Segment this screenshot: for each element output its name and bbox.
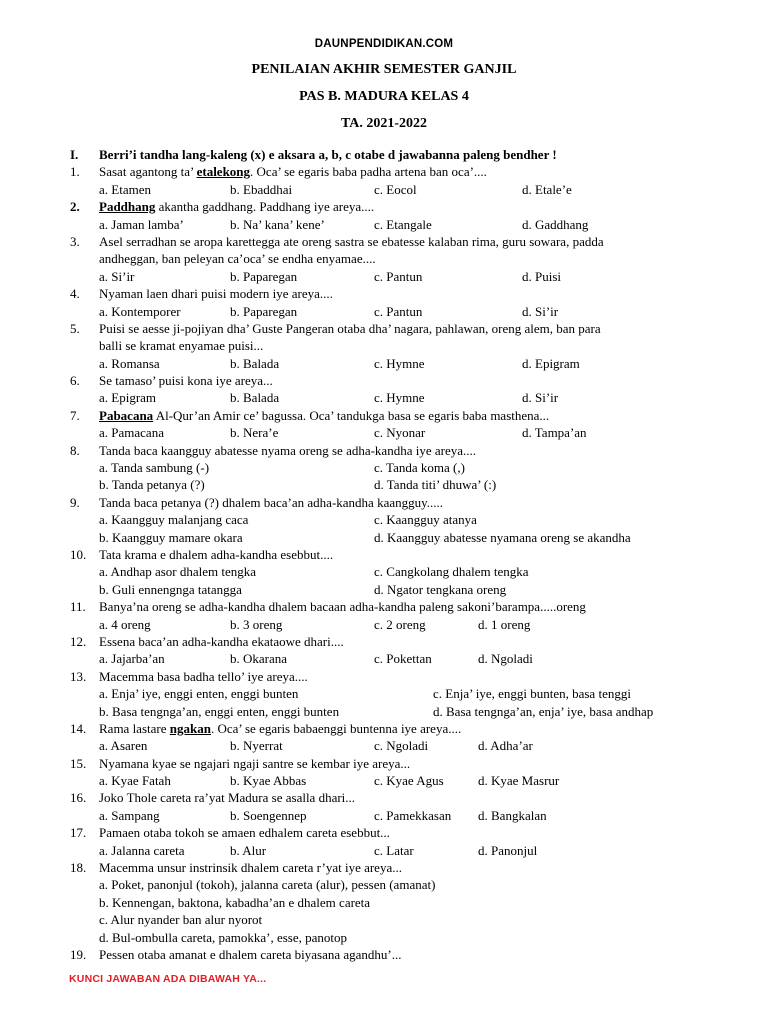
option-a[interactable]: a. Jalanna careta: [99, 842, 185, 858]
question-text-part: akantha gaddhang. Paddhang iye areya....: [155, 199, 375, 215]
question-text-part: Sasat agantong ta’: [99, 164, 197, 180]
options-row: [70, 476, 760, 493]
question-text: Banya’na oreng se adha-kandha dhalem bacaan adha-kandha paleng sakoni’barampa.....oreng: [99, 599, 586, 615]
question-text: [99, 407, 549, 424]
option-b[interactable]: b. Kaangguy mamare okara: [99, 529, 243, 545]
question-17: [70, 824, 760, 841]
question-text: Nyamana kyae se ngajari ngaji santre se kembar iye areya...: [99, 755, 411, 771]
options-row: [70, 911, 760, 928]
option-a[interactable]: a. Etamen: [99, 181, 151, 197]
option-b[interactable]: b. Nyerrat: [230, 738, 283, 754]
question-12: [70, 633, 760, 650]
question-number: 12.: [70, 633, 87, 649]
option-d[interactable]: d. Panonjul: [478, 842, 538, 858]
options-row: [70, 737, 760, 754]
option-a[interactable]: a. Kontemporer: [99, 303, 181, 319]
exam-year: TA. 2021-2022: [340, 116, 428, 131]
question-number: 19.: [70, 946, 87, 962]
option-b[interactable]: b. Kyae Abbas: [230, 773, 307, 789]
question-19: [70, 946, 760, 963]
question-text: [99, 163, 487, 180]
question-14: [70, 720, 760, 737]
option-c[interactable]: c. Kyae Agus: [374, 773, 444, 789]
question-3-continued: [70, 250, 760, 267]
question-7: [70, 407, 760, 424]
option-a[interactable]: a. Andhap asor dhalem tengka: [99, 564, 257, 580]
option-d[interactable]: d. Bangkalan: [478, 807, 547, 823]
site-watermark: DAUNPENDIDIKAN.COM: [314, 38, 454, 50]
option-a[interactable]: a. Tanda sambung (-): [99, 460, 210, 476]
option-b[interactable]: b. Alur: [230, 842, 267, 858]
question-text: Tanda baca kaangguy abatesse nyama oreng se adha-kandha iye areya....: [99, 442, 476, 458]
option-a[interactable]: a. Jajarba’an: [99, 651, 165, 667]
question-list: [70, 146, 760, 963]
option-c[interactable]: c. Cangkolang dhalem tengka: [374, 564, 529, 580]
options-row: [70, 303, 760, 320]
question-text-part: Al-Qur’an Amir ce’ bagussa. Oca’ tandukga basa se egaris baba masthena...: [153, 407, 550, 423]
option-c[interactable]: c. 2 oreng: [374, 616, 426, 632]
option-d[interactable]: d. Si’ir: [522, 303, 559, 319]
question-text: andheggan, ban peleyan ca’oca’ se endha enyamae....: [99, 251, 376, 267]
question-number: 17.: [70, 825, 87, 841]
question-number: 10.: [70, 546, 87, 562]
question-18: [70, 859, 760, 876]
question-text: Joko Thole careta ra’yat Madura se asalla dhari...: [99, 790, 356, 806]
question-3: [70, 233, 760, 250]
question-number: 14.: [70, 720, 87, 736]
question-text: Puisi se aesse ji-pojiyan dha’ Guste Pangeran otaba dha’ nagara, pahlawan, oreng alem, ban para: [99, 320, 601, 336]
question-text: Nyaman laen dhari puisi modern iye areya....: [99, 286, 333, 302]
option-b[interactable]: b. Kennengan, baktona, kabadha’an e dhalem careta: [99, 894, 371, 910]
question-text: Tata krama e dhalem adha-kandha esebbut....: [99, 546, 334, 562]
option-a[interactable]: a. Asaren: [99, 738, 148, 754]
option-a[interactable]: a. Epigram: [99, 390, 157, 406]
option-c[interactable]: c. Eocol: [374, 181, 417, 197]
question-number: 18.: [70, 860, 87, 876]
option-c[interactable]: c. Hymne: [374, 355, 425, 371]
option-c[interactable]: c. Kaangguy atanya: [374, 512, 477, 528]
option-b[interactable]: b. 3 oreng: [230, 616, 283, 632]
question-text: Essena baca’an adha-kandha ekataowe dhari....: [99, 633, 344, 649]
option-c[interactable]: c. Pantun: [374, 303, 423, 319]
question-number: 1.: [70, 164, 80, 180]
option-d[interactable]: d. Ngoladi: [478, 651, 533, 667]
question-10: [70, 546, 760, 563]
underlined-word: Pabacana: [99, 407, 154, 423]
option-c[interactable]: c. Enja’ iye, enggi bunten, basa tenggi: [433, 686, 631, 702]
option-c[interactable]: c. Etangale: [374, 216, 432, 232]
option-c[interactable]: c. Pamekkasan: [374, 807, 452, 823]
option-c[interactable]: c. Latar: [374, 842, 414, 858]
question-13: [70, 668, 760, 685]
question-number: 9.: [70, 494, 80, 510]
option-b[interactable]: b. Soengennep: [230, 807, 307, 823]
option-c[interactable]: c. Nyonar: [374, 425, 426, 441]
options-row: [70, 268, 760, 285]
option-d[interactable]: d. Epigram: [522, 355, 580, 371]
options-row: [70, 216, 760, 233]
option-d[interactable]: d. Basa tengnga’an, enja’ iye, basa andhap: [433, 703, 654, 719]
option-c[interactable]: c. Alur nyander ban alur nyorot: [99, 912, 263, 928]
question-text: Pessen otaba amanat e dhalem careta biyasana agandhu’...: [99, 946, 402, 962]
option-c[interactable]: c. Tanda koma (,): [374, 460, 465, 476]
option-a[interactable]: a. Jaman lamba’: [99, 216, 184, 232]
options-row: [70, 459, 760, 476]
question-text: Pamaen otaba tokoh se amaen edhalem careta esebbut...: [99, 825, 390, 841]
question-5: [70, 320, 760, 337]
question-number: 4.: [70, 286, 80, 302]
option-b[interactable]: b. Tanda petanya (?): [99, 477, 205, 493]
option-b[interactable]: b. Paparegan: [230, 268, 298, 284]
option-c[interactable]: c. Ngoladi: [374, 738, 429, 754]
options-row: [70, 616, 760, 633]
question-number: 15.: [70, 755, 87, 771]
options-row: [70, 807, 760, 824]
question-8: [70, 442, 760, 459]
options-row: [70, 181, 760, 198]
option-d[interactable]: d. Bul-ombulla careta, pamokka’, esse, panotop: [99, 929, 348, 945]
question-text: Macemma unsur instrinsik dhalem careta r’yat iye areya...: [99, 860, 402, 876]
question-number: 8.: [70, 442, 80, 458]
option-a[interactable]: a. Si’ir: [99, 268, 135, 284]
question-text: [99, 720, 461, 737]
option-a[interactable]: a. Sampang: [99, 807, 160, 823]
question-text-part: . Oca’ se egaris baba padha artena ban oca’....: [250, 164, 487, 180]
question-text: Macemma basa badha tello’ iye areya....: [99, 668, 308, 684]
question-text: Se tamaso’ puisi kona iye areya...: [99, 373, 273, 389]
option-b[interactable]: b. Basa tengnga’an, enggi enten, enggi bunten: [99, 703, 340, 719]
question-2: [70, 198, 760, 215]
question-number: 11.: [70, 599, 86, 615]
question-15: [70, 755, 760, 772]
question-11: [70, 598, 760, 615]
question-number: 6.: [70, 373, 80, 389]
option-a[interactable]: a. Pamacana: [99, 425, 164, 441]
question-number: 2.: [70, 199, 80, 215]
option-b[interactable]: b. Ebaddhai: [230, 181, 293, 197]
question-text: balli se kramat enyamae puisi...: [99, 338, 264, 354]
option-b[interactable]: b. Okarana: [230, 651, 288, 667]
options-row: [70, 424, 760, 441]
options-row: [70, 389, 760, 406]
option-d[interactable]: d. Tampa’an: [522, 425, 587, 441]
option-d[interactable]: d. Si’ir: [522, 390, 559, 406]
section-instruction: Berri’i tandha lang-kaleng (x) e aksara a, b, c otabe d jawabanna paleng bendher !: [99, 147, 557, 162]
option-c[interactable]: c. Hymne: [374, 390, 425, 406]
underlined-word: ngakan: [169, 720, 211, 736]
answer-key-note: KUNCI JAWABAN ADA DIBAWAH YA...: [69, 973, 267, 985]
options-row: [70, 842, 760, 859]
exam-title: PENILAIAN AKHIR SEMESTER GANJIL: [251, 62, 517, 77]
option-a[interactable]: a. Kyae Fatah: [99, 773, 171, 789]
options-row: [70, 929, 760, 946]
option-b[interactable]: b. Paparegan: [230, 303, 298, 319]
option-b[interactable]: b. Balada: [230, 355, 280, 371]
option-b[interactable]: b. Guli ennengnga tatangga: [99, 581, 242, 597]
options-row: [70, 894, 760, 911]
options-row: [70, 772, 760, 789]
question-text-part: . Oca’ se egaris babaenggi buntenna iye areya....: [210, 720, 462, 736]
options-row: [70, 581, 760, 598]
option-a[interactable]: a. 4 oreng: [99, 616, 151, 632]
option-d[interactable]: d. 1 oreng: [478, 616, 531, 632]
question-6: [70, 372, 760, 389]
question-text-part: Rama lastare: [99, 720, 170, 736]
question-text: Asel serradhan se aropa karettegga ate oreng sastra se ebatesse kalaban rima, guru sowara, padda: [99, 233, 604, 249]
question-text: Tanda baca petanya (?) dhalem baca’an adha-kandha kaangguy.....: [99, 494, 444, 510]
option-d[interactable]: d. Puisi: [522, 268, 562, 284]
options-row: [70, 529, 760, 546]
option-b[interactable]: b. Balada: [230, 390, 280, 406]
question-number: 3.: [70, 233, 80, 249]
option-b[interactable]: b. Na’ kana’ kene’: [230, 216, 325, 232]
option-d[interactable]: d. Kaangguy abatesse nyamana oreng se akandha: [374, 529, 631, 545]
section-number: I.: [70, 147, 79, 162]
question-9: [70, 494, 760, 511]
option-d[interactable]: d. Adha’ar: [478, 738, 533, 754]
question-1: [70, 163, 760, 180]
option-d[interactable]: d. Ngator tengkana oreng: [374, 581, 507, 597]
question-16: [70, 789, 760, 806]
options-row: [70, 355, 760, 372]
question-number: 16.: [70, 790, 87, 806]
section-heading: [70, 146, 760, 163]
option-a[interactable]: a. Enja’ iye, enggi enten, enggi bunten: [99, 686, 299, 702]
question-4: [70, 285, 760, 302]
question-text: [99, 198, 374, 215]
options-row: [70, 703, 760, 720]
question-5-continued: [70, 337, 760, 354]
options-row: [70, 563, 760, 580]
option-c[interactable]: c. Pantun: [374, 268, 423, 284]
question-number: 5.: [70, 320, 80, 336]
exam-subject: PAS B. MADURA KELAS 4: [299, 89, 469, 104]
option-b[interactable]: b. Nera’e: [230, 425, 279, 441]
underlined-word: etalekong: [196, 164, 251, 180]
option-a[interactable]: a. Poket, panonjul (tokoh), jalanna careta (alur), pessen (amanat): [99, 877, 436, 893]
question-number: 7.: [70, 407, 80, 423]
options-row: [70, 876, 760, 893]
option-d[interactable]: d. Kyae Masrur: [478, 773, 560, 789]
option-a[interactable]: a. Romansa: [99, 355, 160, 371]
underlined-word: Paddhang: [99, 199, 156, 215]
options-row: [70, 650, 760, 667]
option-d[interactable]: d. Gaddhang: [522, 216, 589, 232]
option-d[interactable]: d. Tanda titi’ dhuwa’ (:): [374, 477, 497, 493]
question-number: 13.: [70, 668, 87, 684]
options-row: [70, 511, 760, 528]
option-d[interactable]: d. Etale’e: [522, 181, 572, 197]
option-a[interactable]: a. Kaangguy malanjang caca: [99, 512, 249, 528]
options-row: [70, 685, 760, 702]
option-c[interactable]: c. Pokettan: [374, 651, 432, 667]
